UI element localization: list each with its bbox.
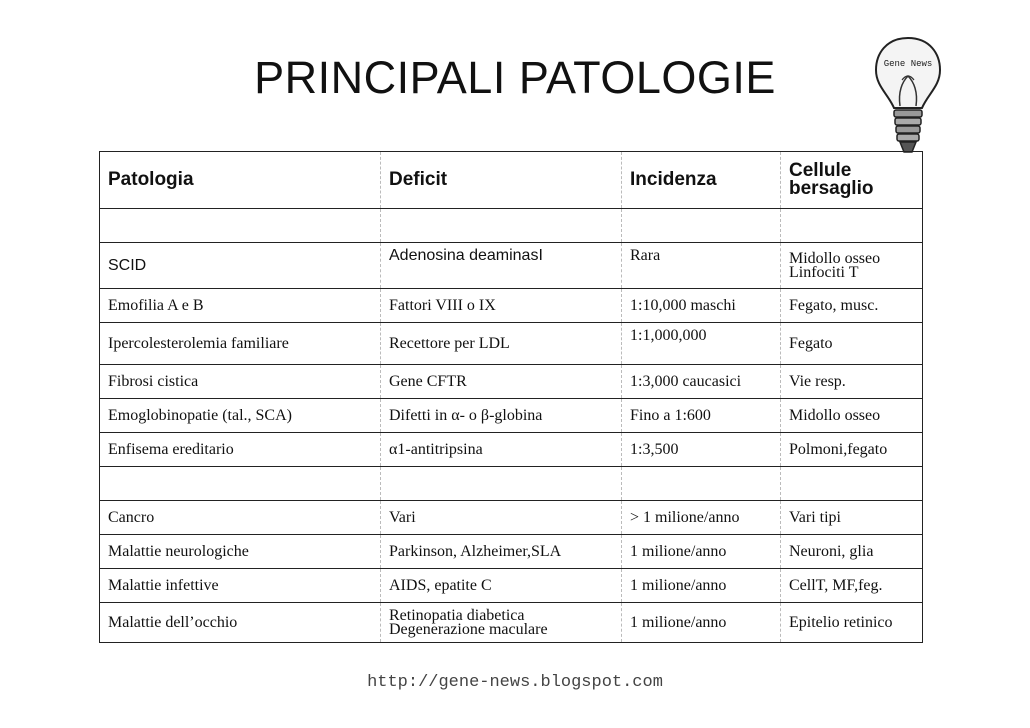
header-incidenza: Incidenza — [622, 152, 781, 209]
table-cell: Neuroni, glia — [781, 535, 923, 569]
table-cell: SCID — [100, 243, 381, 289]
table-cell: AIDS, epatite C — [381, 569, 622, 603]
table-cell: Rara — [622, 243, 781, 289]
table-row — [100, 501, 923, 535]
lightbulb-icon — [872, 34, 944, 160]
table-header-row — [100, 152, 923, 209]
table-cell: Enfisema ereditario — [100, 433, 381, 467]
table-cell: 1:3,500 — [622, 433, 781, 467]
table-row — [100, 289, 923, 323]
logo-label: Gene News — [883, 59, 933, 69]
table-row — [100, 467, 923, 501]
table-cell: Gene CFTR — [381, 365, 622, 399]
table-row — [100, 399, 923, 433]
table-cell: Malattie neurologiche — [100, 535, 381, 569]
table-cell: Difetti in α- o β-globina — [381, 399, 622, 433]
page-title: PRINCIPALI PATOLOGIE — [254, 52, 776, 103]
table-cell: 1 milione/anno — [622, 603, 781, 643]
table-cell: Ipercolesterolemia familiare — [100, 323, 381, 365]
table-row — [100, 209, 923, 243]
header-deficit: Deficit — [381, 152, 622, 209]
table-cell: Retinopatia diabetica Degenerazione maculare — [381, 603, 622, 643]
table-cell: Polmoni,fegato — [781, 433, 923, 467]
table-cell: α1-antitripsina — [381, 433, 622, 467]
table-cell: Vari tipi — [781, 501, 923, 535]
table-cell: Cancro — [100, 501, 381, 535]
table-row — [100, 365, 923, 399]
table-cell: Recettore per LDL — [381, 323, 622, 365]
table-cell: Fino a 1:600 — [622, 399, 781, 433]
table-cell: Adenosina deaminasI — [381, 243, 622, 289]
table-row — [100, 535, 923, 569]
table-cell: Emofilia A e B — [100, 289, 381, 323]
table-cell: Vie resp. — [781, 365, 923, 399]
header-patologia: Patologia — [100, 152, 381, 209]
table-cell: Fegato — [781, 323, 923, 365]
table-cell: Fibrosi cistica — [100, 365, 381, 399]
table-row — [100, 569, 923, 603]
table-cell: Midollo osseo — [781, 399, 923, 433]
table-cell: > 1 milione/anno — [622, 501, 781, 535]
table-cell: Midollo osseo Linfociti T — [781, 243, 923, 289]
table-row — [100, 433, 923, 467]
table-cell: 1:10,000 maschi — [622, 289, 781, 323]
table-cell: Fattori VIII o IX — [381, 289, 622, 323]
table-cell: Epitelio retinico — [781, 603, 923, 643]
table-cell: Parkinson, Alzheimer,SLA — [381, 535, 622, 569]
header-cellule-bersaglio: Cellule bersaglio — [781, 152, 923, 209]
footer-url: http://gene-news.blogspot.com — [367, 673, 663, 692]
table-cell: 1:1,000,000 — [622, 323, 781, 365]
table-cell: Vari — [381, 501, 622, 535]
table-cell: Malattie infettive — [100, 569, 381, 603]
table-row — [100, 603, 923, 643]
table-cell: 1 milione/anno — [622, 535, 781, 569]
table-cell: Fegato, musc. — [781, 289, 923, 323]
table-row — [100, 243, 923, 289]
table-cell: 1:3,000 caucasici — [622, 365, 781, 399]
table-row — [100, 323, 923, 365]
table-cell: Malattie dell’occhio — [100, 603, 381, 643]
pathologies-table — [99, 151, 923, 643]
table-cell: CellT, MF,feg. — [781, 569, 923, 603]
table-cell: Emoglobinopatie (tal., SCA) — [100, 399, 381, 433]
table-cell: 1 milione/anno — [622, 569, 781, 603]
